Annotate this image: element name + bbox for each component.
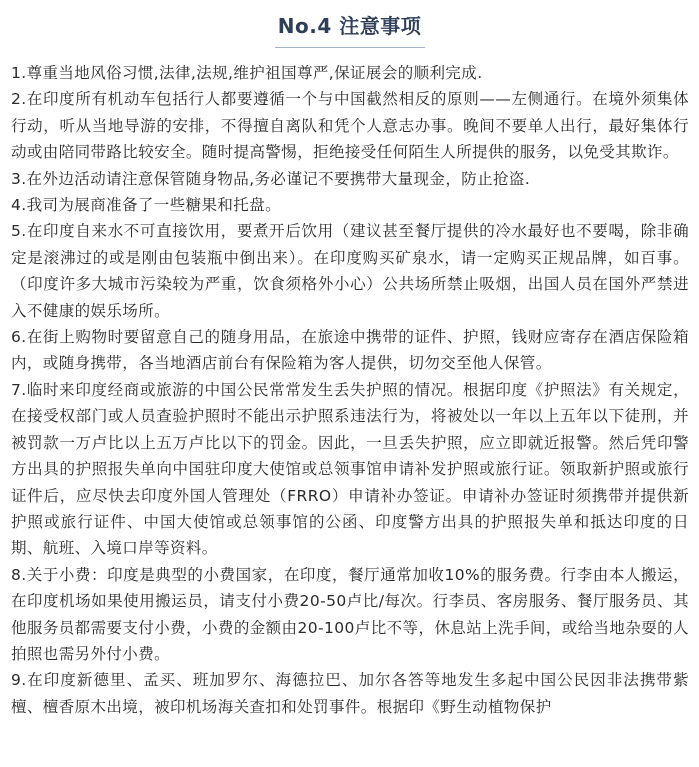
notice-item-9: 9.在印度新德里、孟买、班加罗尔、海德拉巴、加尔各答等地发生多起中国公民因非法携带紫檀、檀香原木出境，被印机场海关查扣和处罚事件。根据印《野生动植物保护 bbox=[11, 671, 689, 716]
notice-item-1: 1.尊重当地风俗习惯,法律,法规,维护祖国尊严,保证展会的顺利完成. bbox=[11, 64, 483, 82]
notice-item-4: 4.我司为展商准备了一些糖果和托盘。 bbox=[11, 196, 281, 215]
notice-item-6: 6.在街上购物时要留意自己的随身用品，在旅途中携带的证件、护照，钱财应寄存在酒店保险箱内，或随身携带，各当地酒店前台有保险箱为客人提供，切勿交至他人保管。 bbox=[11, 328, 689, 373]
page-title: No.4 注意事项 bbox=[275, 10, 425, 48]
notice-list bbox=[11, 60, 689, 720]
notice-item-8: 8.关于小费：印度是典型的小费国家，在印度，餐厅通常加收10%的服务费。行李由本人搬运，在印度机场如果使用搬运员，请支付小费20-50卢比/每次。行李员、客房服务、餐厅服务员、其他服务员都需要支付小费，小费的金额由20-100卢比不等，休息站上洗手间，或给当地杂耍的人拍照也需另外付小费。 bbox=[11, 565, 689, 663]
notice-item-2: 2.在印度所有机动车包括行人都要遵循一个与中国截然相反的原则——左侧通行。在境外须集体行动，听从当地导游的安排，不得擅自离队和凭个人意志办事。晚间不要单人出行，最好集体行动或由陪同带路比较安全。随时提高警惕，拒绝接受任何陌生人所提供的服务，以免受其欺诈。 bbox=[11, 90, 689, 162]
notice-item-7: 7.临时来印度经商或旅游的中国公民常常发生丢失护照的情况。根据印度《护照法》有关规定，在接受权部门或人员查验护照时不能出示护照系违法行为，将被处以一年以上五年以下徒刑，并被罚款一万卢比以上五万卢比以下的罚金。因此，一旦丢失护照，应立即就近报警。然后凭印警方出具的护照报失单向中国驻印度大使馆或总领事馆申请补发护照或旅行证。领取新护照或旅行证件后，应尽快去印度外国人管理处（FRRO）申请补办签证。申请补办签证时须携带并提供新护照或旅行证件、中国大使馆或总领事馆的公函、印度警方出具的护照报失单和抵达印度的日期、航班、入境口岸等资料。 bbox=[11, 380, 689, 558]
header bbox=[0, 10, 699, 48]
notice-item-5: 5.在印度自来水不可直接饮用，要煮开后饮用（建议甚至餐厅提供的冷水最好也不要喝，除非确定是滚沸过的或是刚由包装瓶中倒出来）。在印度购买矿泉水，请一定购买正规品牌，如百事。（印度许多大城市污染较为严重，饮食须格外小心）公共场所禁止吸烟，出国人员在国外严禁进入不健康的娱乐场所。 bbox=[11, 222, 689, 320]
notice-item-3: 3.在外边活动请注意保管随身物品,务必谨记不要携带大量现金，防止抢盗. bbox=[11, 169, 531, 188]
